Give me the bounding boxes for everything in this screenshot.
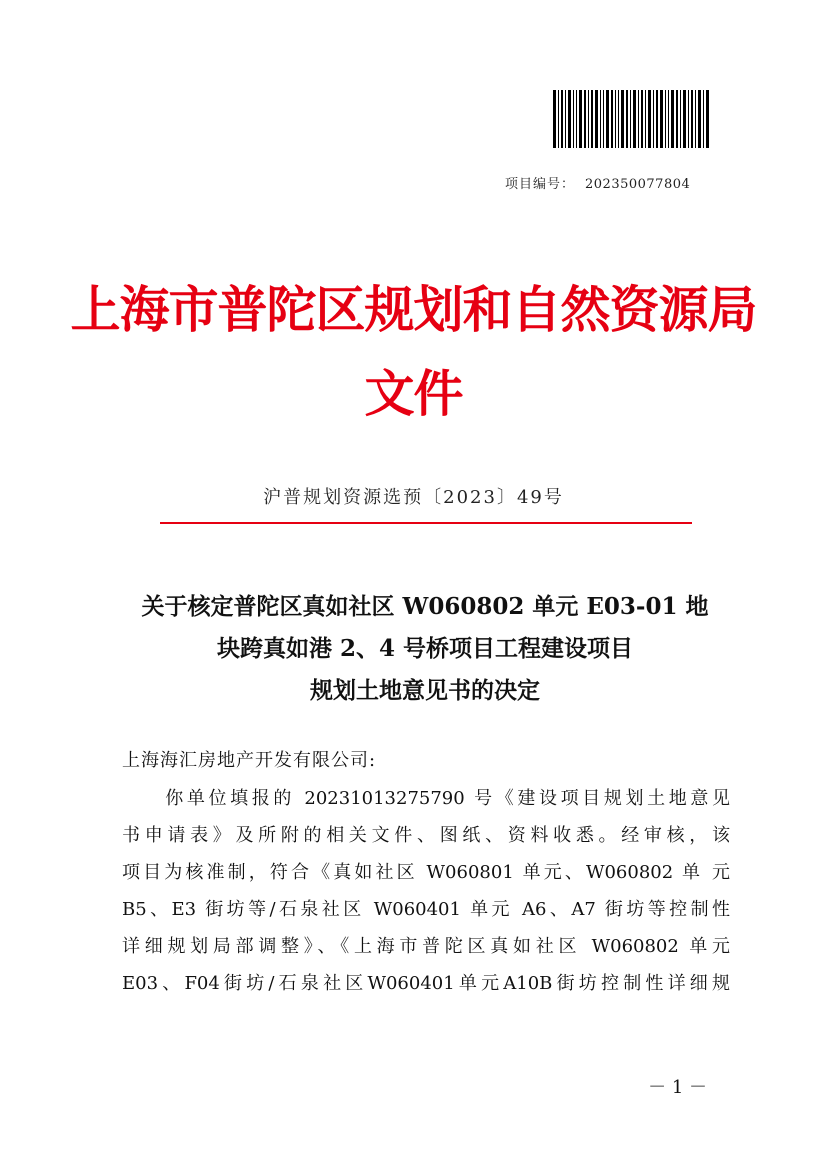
addressee: 上海海汇房地产开发有限公司:: [122, 750, 377, 771]
body-line: B5、E3 街坊等/石泉社区 W060401 单元 A6、A7 街坊等控制性: [122, 899, 730, 920]
body-line: E03、F04街坊/石泉社区W060401单元A10B街坊控制性详细规: [122, 973, 730, 994]
subject-line: 规划土地意见书的决定: [310, 677, 540, 704]
document-number: 沪普规划资源选预〔2023〕49号: [263, 487, 564, 508]
document-word: 文件: [364, 365, 463, 423]
body-line: 书申请表》及所附的相关文件、图纸、资料收悉。经审核，该: [122, 825, 730, 846]
subject-line: 关于核定普陀区真如社区 W060802 单元 E03-01 地: [141, 593, 709, 620]
issuing-authority-title: 上海市普陀区规划和自然资源局: [70, 281, 757, 339]
body-line: 你单位填报的 20231013275790 号《建设项目规划土地意见: [122, 788, 730, 809]
document-subject: [120, 586, 730, 712]
page-number: － 1 －: [648, 1077, 707, 1098]
barcode: [553, 90, 709, 148]
project-number: [505, 173, 690, 192]
body-text: [122, 780, 730, 1002]
project-number-value: 202350077804: [585, 177, 691, 192]
red-divider-line: [160, 522, 692, 524]
body-line: 项目为核准制，符合《真如社区 W060801 单元、W060802 单 元: [122, 862, 730, 883]
body-line: 详细规划局部调整》、《上海市普陀区真如社区 W060802 单元: [122, 936, 730, 957]
subject-line: 块跨真如港 2、4 号桥项目工程建设项目: [216, 635, 634, 662]
project-number-label: 项目编号：: [505, 177, 576, 192]
